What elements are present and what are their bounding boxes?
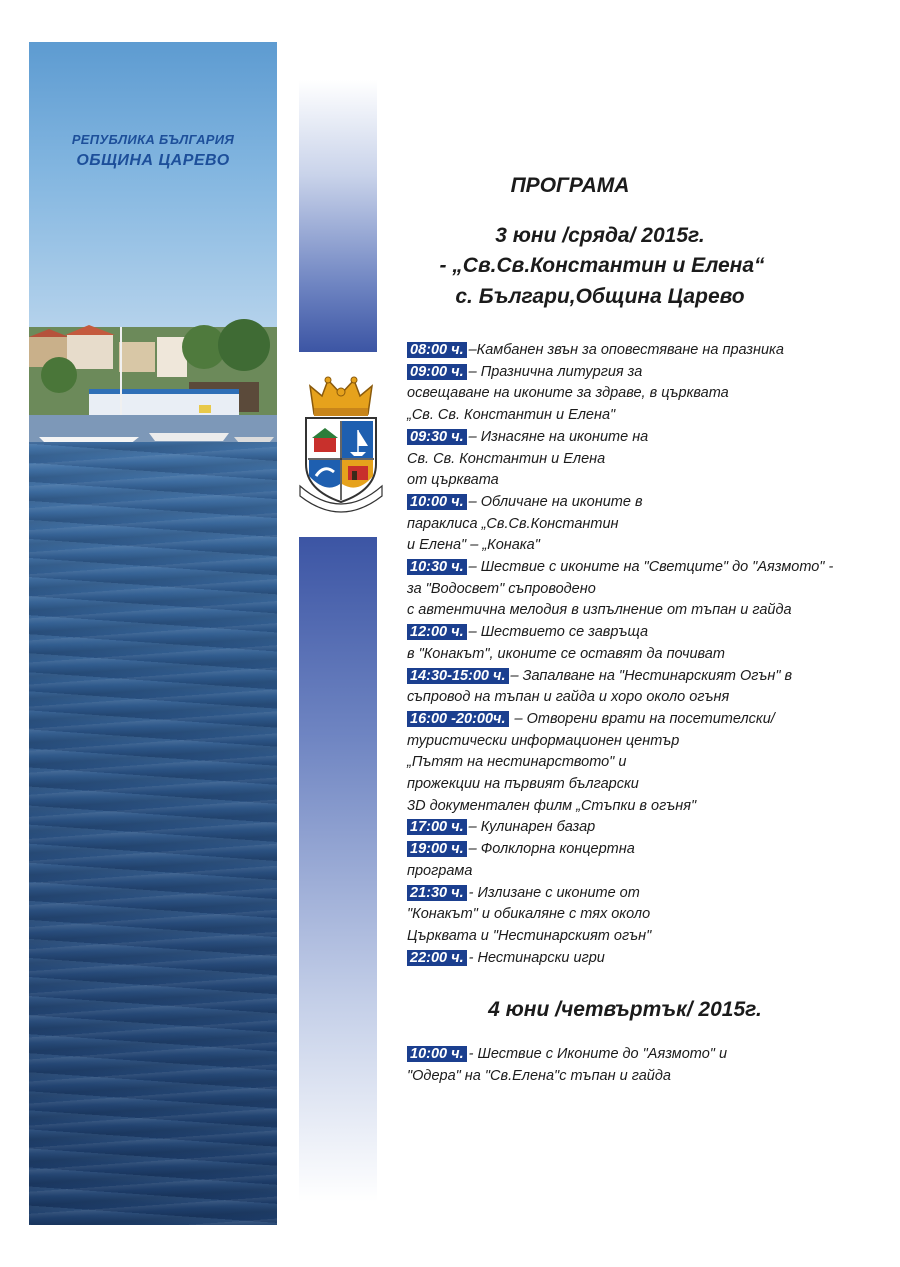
schedule-text: параклиса „Св.Св.Константин	[407, 515, 619, 532]
schedule-text: прожекции на първият български	[407, 776, 639, 793]
schedule-line	[407, 1066, 887, 1088]
schedule-text: –Камбанен звън за оповестяване на празника	[468, 342, 784, 358]
schedule-text: и Елена" – „Конака"	[407, 537, 540, 554]
cover-photo-strip	[29, 42, 277, 1225]
schedule-line	[407, 948, 887, 970]
schedule-line	[407, 362, 887, 384]
schedule-line	[407, 644, 887, 666]
schedule-text: съпровод на тъпан и гайда и хоро около огъня	[407, 689, 730, 706]
day1-schedule	[407, 340, 887, 969]
time-badge: 14:30-15:00 ч.	[407, 668, 509, 684]
sea-water-image	[29, 442, 277, 1225]
time-badge: 16:00 -20:00ч.	[407, 711, 509, 727]
country-label: РЕПУБЛИКА БЪЛГАРИЯ	[71, 132, 235, 147]
schedule-line	[407, 557, 887, 579]
schedule-line	[407, 731, 887, 753]
day2-schedule	[407, 1044, 887, 1087]
time-badge: 08:00 ч.	[407, 342, 467, 358]
schedule-line	[407, 340, 887, 362]
schedule-text: - Шествие с Иконите до "Аязмото" и	[468, 1046, 728, 1062]
schedule-text: за "Водосвет" съпроводено	[407, 580, 596, 597]
schedule-text: 3D документален филм „Стъпки в огъня"	[407, 797, 697, 814]
schedule-line	[407, 904, 887, 926]
schedule-text: Св. Св. Константин и Елена	[407, 450, 606, 467]
schedule-text: – Шествието се завръща	[468, 624, 649, 641]
feast-name: - „Св.Св.Константин и Елена“	[439, 254, 765, 277]
schedule-line	[407, 600, 887, 622]
schedule-line	[407, 383, 887, 405]
time-badge: 21:30 ч.	[407, 885, 467, 901]
schedule-line	[407, 492, 887, 514]
schedule-text: – Обличане на иконите в	[468, 493, 643, 510]
time-badge: 19:00 ч.	[407, 841, 467, 857]
schedule-text: от църквата	[407, 472, 499, 489]
program-title: ПРОГРАМА	[510, 174, 630, 197]
time-badge: 09:00 ч.	[407, 364, 467, 380]
schedule-text: – Шествие с иконите на "Светците" до "Аязмото" -	[468, 559, 834, 576]
decorative-bar-bottom	[299, 537, 377, 1202]
schedule-text: освещаване на иконите за здраве, в църквата	[407, 385, 729, 402]
time-badge: 10:00 ч.	[407, 494, 467, 510]
schedule-line	[407, 817, 887, 839]
municipality-label: ОБЩИНА ЦАРЕВО	[76, 152, 230, 169]
schedule-text: „Св. Св. Константин и Елена"	[407, 407, 616, 424]
schedule-line	[407, 883, 887, 905]
day1-date: 3 юни /сряда/ 2015г.	[495, 224, 705, 247]
time-badge: 12:00 ч.	[407, 624, 467, 640]
schedule-line	[407, 622, 887, 644]
schedule-text: – Изнасяне на иконите на	[468, 428, 649, 445]
schedule-line	[407, 427, 887, 449]
event-location: с. Българи,Община Царево	[455, 285, 745, 308]
schedule-line	[407, 535, 887, 557]
schedule-text: „Пътят на нестинарството" и	[407, 754, 627, 771]
schedule-text: в "Конакът", иконите се оставят да почиват	[407, 645, 725, 662]
schedule-line	[407, 861, 887, 883]
schedule-text: - Нестинарски игри	[468, 949, 605, 966]
schedule-line	[407, 470, 887, 492]
time-badge: 10:30 ч.	[407, 559, 467, 575]
schedule-line	[407, 752, 887, 774]
schedule-line	[407, 709, 887, 731]
schedule-text: програма	[407, 862, 473, 879]
time-badge: 22:00 ч.	[407, 950, 467, 966]
schedule-line	[407, 405, 887, 427]
schedule-line	[407, 687, 887, 709]
schedule-line	[407, 839, 887, 861]
schedule-text: – Отворени врати на посетителски/	[510, 710, 775, 727]
decorative-bar-top	[299, 80, 377, 352]
town-harbor-image	[29, 287, 277, 447]
schedule-text: – Запалване на "Нестинарският Огън" в	[510, 667, 793, 684]
schedule-text: "Одера" на "Св.Елена"с тъпан и гайда	[407, 1067, 671, 1084]
municipality-crest-icon	[296, 372, 386, 522]
schedule-line	[407, 666, 887, 688]
time-badge: 09:30 ч.	[407, 429, 467, 445]
schedule-line	[407, 796, 887, 818]
schedule-line	[407, 774, 887, 796]
schedule-line	[407, 514, 887, 536]
schedule-line	[407, 579, 887, 601]
time-badge: 17:00 ч.	[407, 819, 467, 835]
schedule-text: – Кулинарен базар	[468, 819, 596, 836]
schedule-line	[407, 926, 887, 948]
schedule-text: Църквата и "Нестинарският огън"	[407, 927, 652, 944]
schedule-text: с автентична мелодия в изпълнение от тъпан и гайда	[407, 602, 792, 619]
schedule-text: туристически информационен център	[407, 732, 680, 749]
schedule-text: – Фолклорна концертна	[468, 841, 635, 858]
schedule-text: – Празнична литургия за	[468, 363, 643, 380]
time-badge: 10:00 ч.	[407, 1046, 467, 1062]
day2-date: 4 юни /четвъртък/ 2015г.	[488, 998, 762, 1021]
schedule-text: - Излизане с иконите от	[468, 884, 640, 901]
schedule-line	[407, 1044, 887, 1066]
schedule-line	[407, 449, 887, 471]
schedule-text: "Конакът" и обикаляне с тях около	[407, 906, 651, 923]
